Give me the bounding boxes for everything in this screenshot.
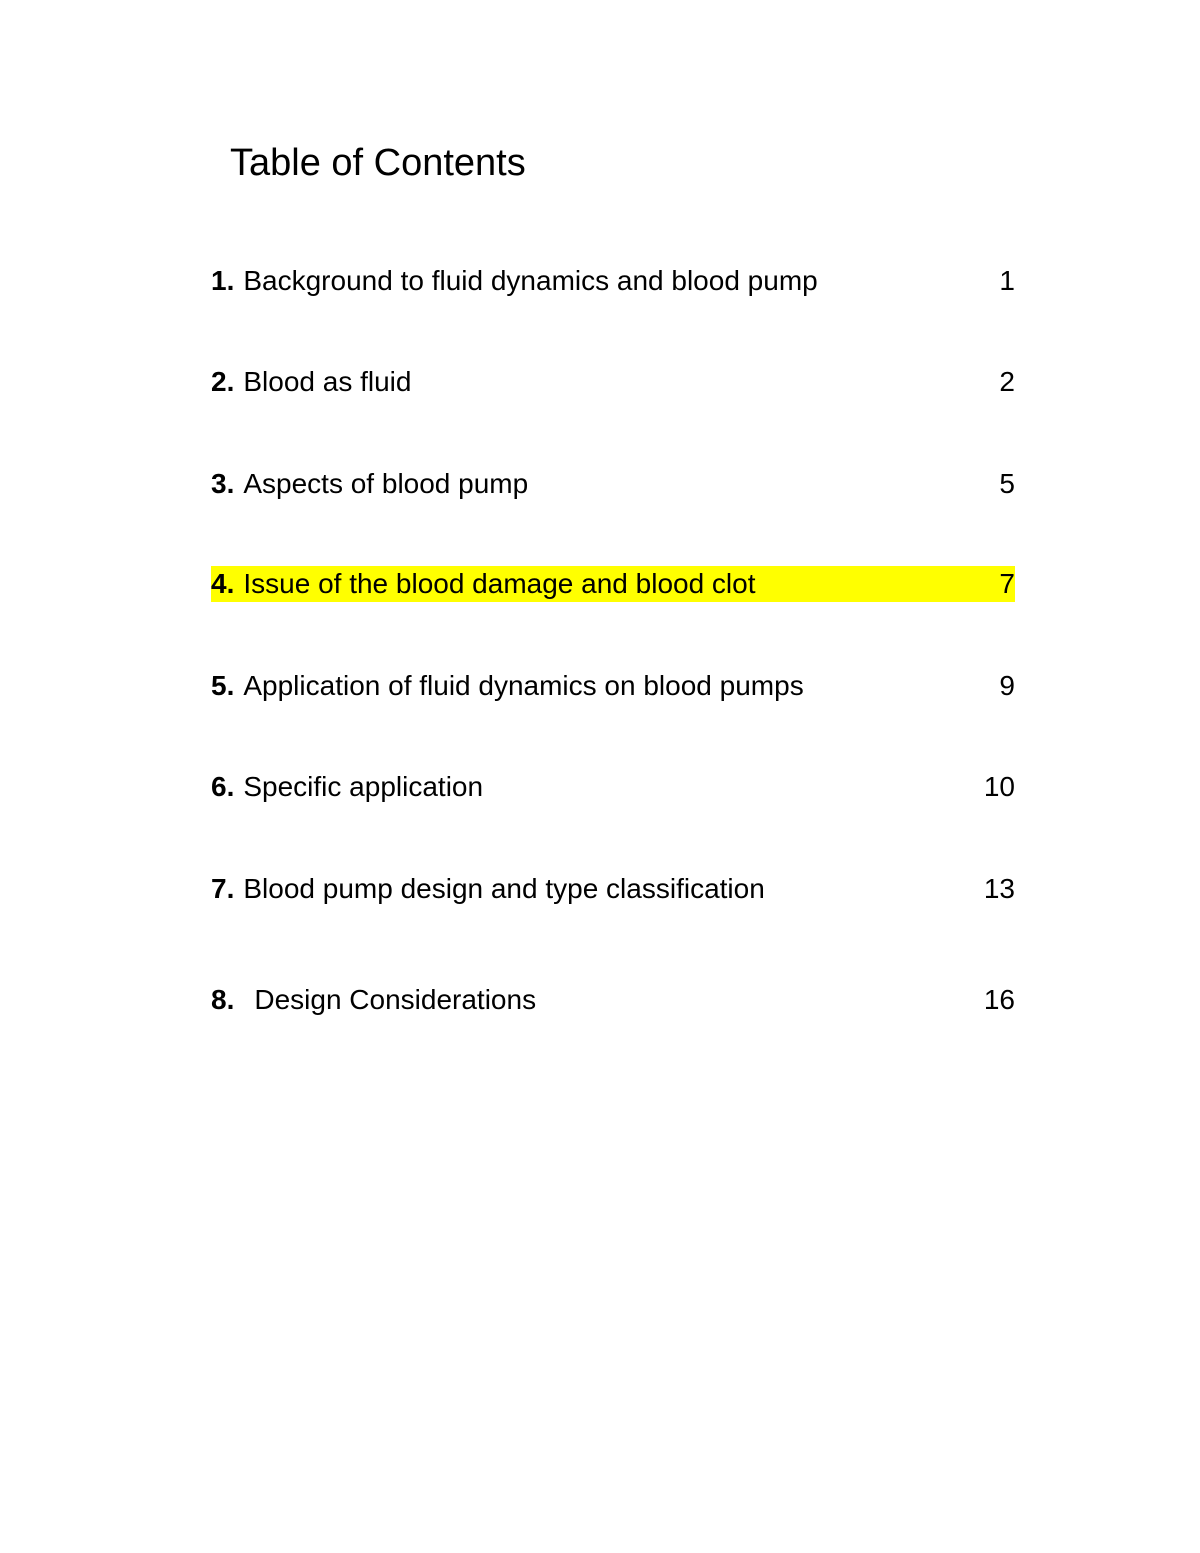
toc-entry-text (211, 873, 765, 905)
toc-entry-title: Aspects of blood pump (243, 468, 529, 499)
toc-entry-title: Blood pump design and type classification (243, 873, 765, 904)
toc-entry-text (211, 265, 818, 297)
toc-entry-number: 8. (211, 984, 235, 1015)
toc-entry-text (211, 670, 804, 702)
toc-entry-page: 1 (999, 265, 1015, 296)
toc-entry-number: 4. (211, 568, 235, 599)
toc-entry-3[interactable] (211, 466, 1015, 502)
toc-entry-text (211, 984, 536, 1016)
toc-entry-page: 9 (999, 670, 1015, 701)
toc-entry-number: 7. (211, 873, 235, 904)
toc-entry-page: 7 (999, 568, 1015, 599)
toc-entry-1[interactable] (211, 263, 1015, 299)
toc-entry-text (211, 468, 528, 500)
toc-entry-title: Background to fluid dynamics and blood pump (243, 265, 818, 296)
toc-entry-page: 16 (983, 984, 1015, 1015)
toc-entry-text (211, 771, 483, 803)
toc-entry-title: Application of fluid dynamics on blood pumps (243, 670, 804, 701)
toc-entry-title: Design Considerations (254, 984, 537, 1015)
toc-entry-7[interactable] (211, 871, 1015, 907)
toc-entry-number: 6. (211, 771, 235, 802)
toc-entry-page: 2 (999, 366, 1015, 397)
toc-entry-2[interactable] (211, 364, 1015, 400)
toc-entry-number: 5. (211, 670, 235, 701)
toc-entry-number: 2. (211, 366, 235, 397)
toc-entry-number: 1. (211, 265, 235, 296)
toc-entry-page: 5 (999, 468, 1015, 499)
toc-entry-title: Issue of the blood damage and blood clot (243, 568, 756, 599)
toc-entry-4-highlighted[interactable] (211, 566, 1015, 602)
toc-entry-title: Specific application (243, 771, 484, 802)
toc-entry-text (211, 568, 756, 600)
toc-entry-page: 10 (983, 771, 1015, 802)
toc-entry-number: 3. (211, 468, 235, 499)
toc-entry-8[interactable] (211, 982, 1015, 1018)
toc-entry-6[interactable] (211, 769, 1015, 805)
page-title: Table of Contents (230, 142, 526, 184)
toc-entry-text (211, 366, 411, 398)
toc-entry-5[interactable] (211, 668, 1015, 704)
toc-entry-page: 13 (983, 873, 1015, 904)
toc-entry-title: Blood as fluid (243, 366, 412, 397)
